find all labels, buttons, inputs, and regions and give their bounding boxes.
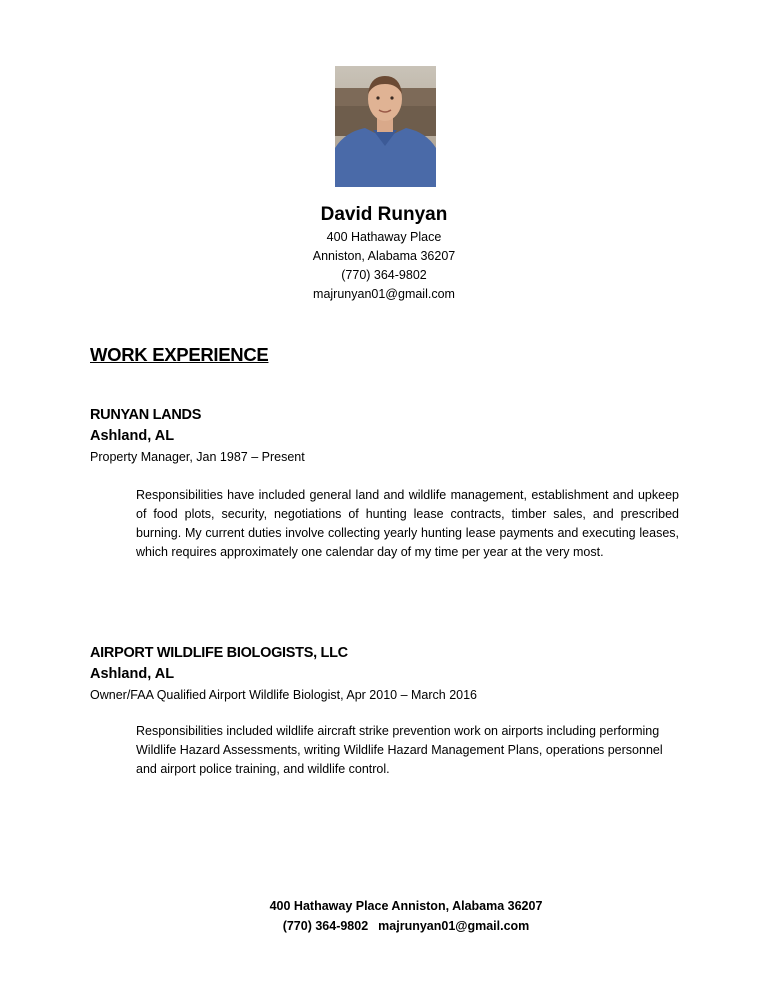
job-location: Ashland, AL: [90, 666, 175, 682]
footer-phone: (770) 364-9802: [282, 919, 369, 933]
footer: [0, 896, 768, 936]
company-name: AIRPORT WILDLIFE BIOLOGISTS, LLC: [90, 645, 348, 661]
address-line-2: Anniston, Alabama 36207: [312, 249, 456, 263]
job-description: Responsibilities have included general land and wildlife management, establishment and upkeep of food plots, security, negotiations of hunting lease contracts, timber sales, and prescribed burning. My current duties involve collecting yearly hunting lease payments and executing leases, which requires approximately one calendar day of my time per year at the very most.: [136, 488, 679, 559]
footer-contact: [0, 916, 768, 936]
job-description: Responsibilities included wildlife aircraft strike prevention work on airports including performing Wildlife Hazard Assessments, writing Wildlife Hazard Management Plans, operations personnel and airport police training, and wildlife control.: [136, 724, 663, 776]
footer-address: 400 Hathaway Place Anniston, Alabama 36207: [269, 899, 543, 913]
company-name: RUNYAN LANDS: [90, 407, 202, 423]
contact-header: [0, 202, 768, 304]
job-entry: [90, 405, 690, 467]
section-title-work-experience: WORK EXPERIENCE: [90, 344, 269, 365]
candidate-name: David Runyan: [320, 204, 448, 225]
profile-photo: [335, 66, 436, 187]
address-line-1: 400 Hathaway Place: [326, 230, 442, 244]
job-entry: [90, 643, 690, 705]
footer-email: majrunyan01@gmail.com: [378, 919, 530, 933]
job-role: Property Manager, Jan 1987 – Present: [90, 450, 305, 464]
job-location: Ashland, AL: [90, 428, 175, 444]
phone-number: (770) 364-9802: [341, 268, 427, 282]
email-address: majrunyan01@gmail.com: [313, 287, 455, 301]
job-role: Owner/FAA Qualified Airport Wildlife Biologist, Apr 2010 – March 2016: [90, 688, 477, 702]
